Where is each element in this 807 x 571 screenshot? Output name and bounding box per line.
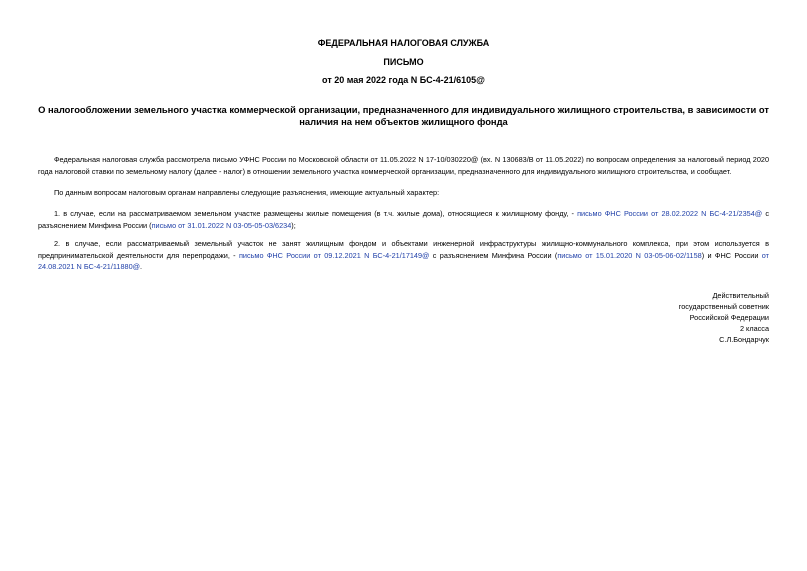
document-date-number: от 20 мая 2022 года N БС-4-21/6105@ bbox=[322, 75, 485, 85]
paragraph-clarifications-intro: По данным вопросам налоговым органам направлены следующие разъяснения, имеющие актуальный характер: bbox=[54, 188, 440, 197]
signature-title-line-2: государственный советник bbox=[678, 302, 769, 311]
signatory-name: С.Л.Бондарчук bbox=[719, 335, 769, 344]
item-2-text-d: . bbox=[140, 262, 143, 271]
organization-title: ФЕДЕРАЛЬНАЯ НАЛОГОВАЯ СЛУЖБА bbox=[317, 38, 490, 48]
fns-letter-link-2[interactable]: письмо ФНС России от 09.12.2021 N БС-4-21/17149@ bbox=[238, 250, 430, 260]
item-1-text-c: ); bbox=[291, 220, 296, 230]
minfin-letter-link-1[interactable]: письмо от 31.01.2022 N 03-05-05-03/6234 bbox=[151, 220, 292, 230]
paragraph-intro: Федеральная налоговая служба рассмотрела письмо УФНС России по Московской области от 11.05.2022 N 17-10/030220@ (вх. N 130683/В от 11.05.2022) по вопросам определения за налоговый период 2020 года налоговой ставки по земельному налогу (далее - налог) в отношении земельного участка коммерческой организации, предназначенного для индивидуального жилищного строительства, и сообщает. bbox=[38, 155, 769, 176]
paragraph-item-2 bbox=[38, 238, 769, 273]
item-1-text-b: с разъяснением Минфина России ( bbox=[38, 209, 769, 230]
document-subject: О налогообложении земельного участка коммерческой организации, предназначенного для индивидуального жилищного строительства, в зависимости от наличия на нем объектов жилищного фонда bbox=[38, 104, 769, 127]
signature-block bbox=[569, 290, 769, 345]
item-2-text-a: 2. в случае, если рассматриваемый земельный участок не занят жилищным фондом и объектами инженерной инфраструктуры жилищно-коммунального комплекса, при этом используется в предпринимательской деятельности для перепродажи, - bbox=[38, 239, 769, 260]
item-2-text-c: ) и ФНС России bbox=[701, 250, 762, 260]
item-2-text-b: с разъяснением Минфина России ( bbox=[429, 250, 558, 260]
fns-letter-link-3[interactable]: от 24.08.2021 N БС-4-21/11880@ bbox=[38, 250, 769, 271]
signature-title-line-3: Российской Федерации bbox=[689, 313, 769, 322]
signature-title-line-4: 2 класса bbox=[739, 324, 769, 333]
paragraph-item-1 bbox=[38, 208, 769, 231]
item-1-text-a: 1. в случае, если на рассматриваемом земельном участке размещены жилые помещения (в т.ч. жилые дома), относящиеся к жилищному фонду, - bbox=[54, 209, 578, 218]
fns-letter-link-1[interactable]: письмо ФНС России от 28.02.2022 N БС-4-21/2354@ bbox=[577, 209, 763, 218]
signature-title-line-1: Действительный bbox=[712, 291, 769, 300]
minfin-letter-link-2[interactable]: письмо от 15.01.2020 N 03-05-06-02/1158 bbox=[557, 250, 702, 260]
document-type: ПИСЬМО bbox=[383, 57, 424, 67]
